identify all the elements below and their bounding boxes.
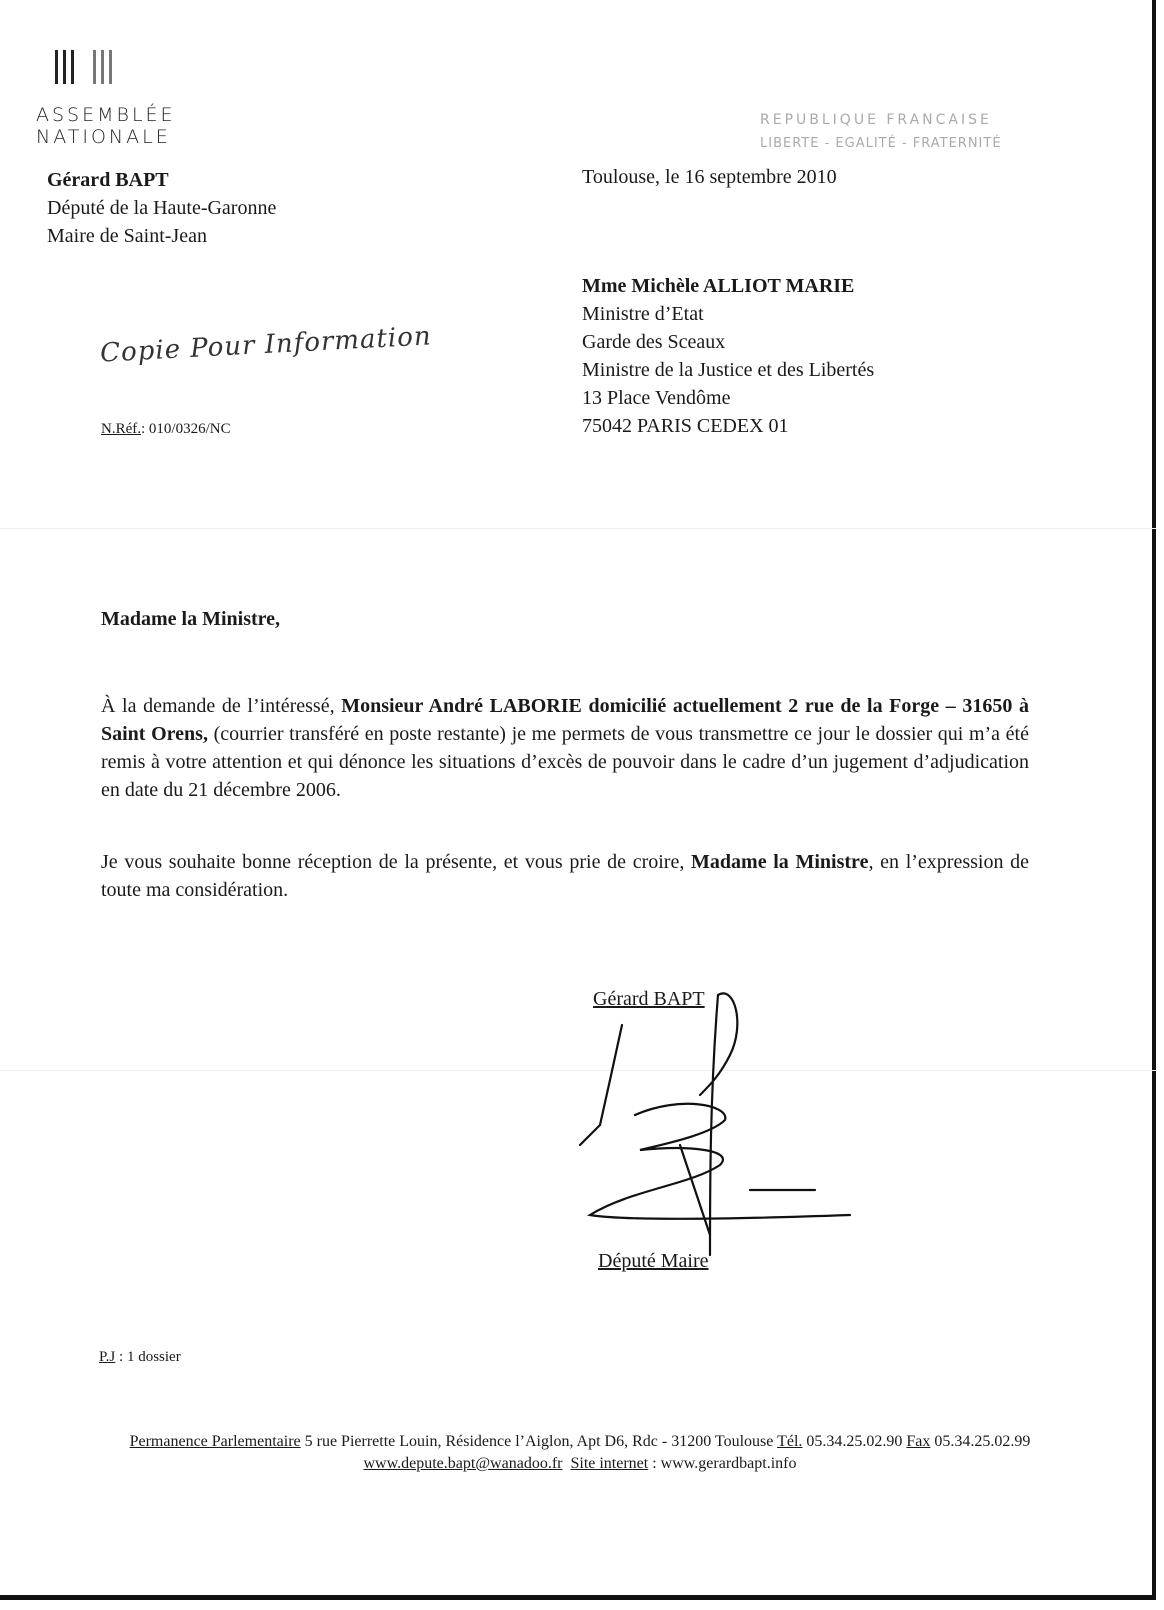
reference xyxy=(101,421,231,438)
footer-label: Permanence Parlementaire xyxy=(129,1433,301,1450)
email-link[interactable]: www.depute.bapt@wanadoo.fr xyxy=(363,1455,563,1472)
sender-block xyxy=(47,166,276,250)
handwritten-signature-icon xyxy=(560,985,880,1265)
body-text: (courrier transféré en poste restante) je me permets de vous transmettre ce jour le dossier qui m’a été remis à votre attention et qui dénonce les situations d’excès de pouvoir dans le cadre d’un jugement d’adjudication en date du 21 décembre 2006. xyxy=(101,723,1029,801)
fold-line xyxy=(0,528,1156,529)
recipient-block xyxy=(582,272,874,440)
footer-address: 5 rue Pierrette Louin, Résidence l’Aiglon, Apt D6, Rdc - 31200 Toulouse xyxy=(300,1433,778,1450)
signatory-name: Gérard BAPT xyxy=(593,988,705,1010)
recipient-line: Ministre d’Etat xyxy=(582,303,704,325)
handwritten-note: Copie Pour Information xyxy=(99,321,433,369)
attachment-value: : 1 dossier xyxy=(115,1349,181,1365)
footer xyxy=(60,1431,1100,1475)
site-link[interactable]: : www.gerardbapt.info xyxy=(648,1455,797,1472)
reference-label: N.Réf. xyxy=(101,421,141,437)
recipient-line: 13 Place Vendôme xyxy=(582,387,731,409)
attachment-label: P.J xyxy=(99,1349,116,1365)
letter-date: Toulouse, le 16 septembre 2010 xyxy=(582,166,837,188)
body-paragraph xyxy=(101,692,1029,804)
recipient-line: 75042 PARIS CEDEX 01 xyxy=(582,415,789,437)
reference-value: : 010/0326/NC xyxy=(141,421,231,437)
body-text: Je vous souhaite bonne réception de la présente, et vous prie de croire, xyxy=(101,851,692,873)
body-text: À la demande de l’intéressé, xyxy=(101,695,342,717)
assemblee-logo-icon xyxy=(55,50,117,89)
fax-label: Fax xyxy=(906,1433,931,1450)
body-paragraph xyxy=(101,848,1029,904)
attachment-note xyxy=(99,1349,181,1366)
institution-line1: ASSEMBLÉE xyxy=(36,104,176,126)
site-label: Site internet xyxy=(570,1455,649,1472)
body-text: , en l’expression de toute ma considération. xyxy=(101,851,1030,901)
recipient-line: Ministre de la Justice et des Libertés xyxy=(582,359,875,381)
body-bold-text: Monsieur André LABORIE domicilié actuellement 2 rue de la Forge – 31650 à Saint Orens, xyxy=(101,695,1029,745)
tel-label: Tél. xyxy=(777,1433,803,1450)
institution-name xyxy=(36,104,176,148)
republic-header xyxy=(760,108,1002,156)
signatory-title: Député Maire xyxy=(598,1250,709,1272)
sender-title: Maire de Saint-Jean xyxy=(47,225,207,247)
salutation: Madame la Ministre, xyxy=(101,608,281,630)
recipient-line: Garde des Sceaux xyxy=(582,331,726,353)
sender-name: Gérard BAPT xyxy=(47,169,169,191)
sender-title: Député de la Haute-Garonne xyxy=(47,197,277,219)
institution-line2: NATIONALE xyxy=(36,126,171,148)
republic-text: REPUBLIQUE FRANCAISE xyxy=(760,112,992,128)
tel-number: 05.34.25.02.90 xyxy=(802,1433,907,1450)
recipient-name: Mme Michèle ALLIOT MARIE xyxy=(582,275,855,297)
motto-text: LIBERTE - EGALITÉ - FRATERNITÉ xyxy=(760,136,1002,151)
body-bold-text: Madame la Ministre xyxy=(691,851,869,873)
fax-number: 05.34.25.02.99 xyxy=(930,1433,1031,1450)
